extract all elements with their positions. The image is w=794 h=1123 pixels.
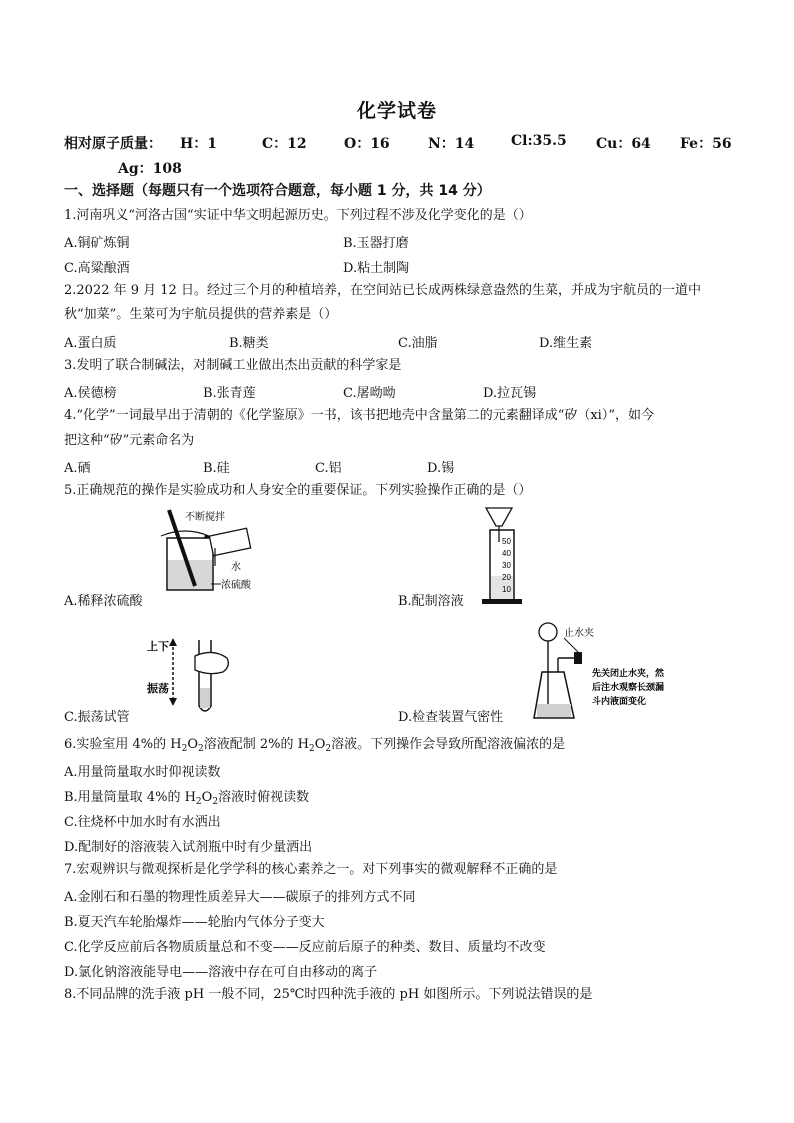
shaking-test-tube-figure [143, 636, 238, 722]
q4-option-d: D.锡 [427, 461, 455, 476]
q6-option-b-sub-1: 2 [195, 797, 202, 807]
q7-option-b: B.夏天汽车轮胎爆炸——轮胎内气体分子变大 [64, 915, 325, 930]
cylinder-tick-40: 40 [502, 549, 511, 558]
q2-option-c: C.油脂 [398, 336, 438, 351]
q3-option-c: C.屠呦呦 [343, 386, 396, 401]
q6-stem-mid: O [187, 737, 199, 752]
q6-option-b-prefix: B.用量筒量取 4%的 H [64, 790, 196, 805]
atomic-mass-cl: Cl:35.5 [511, 133, 567, 149]
q5-option-d: D.检查装置气密性 [398, 710, 504, 725]
atomic-mass-n: N：14 [428, 136, 475, 152]
q6-stem-suffix: 溶液。下列操作会导致所配溶液偏浓的是 [331, 737, 566, 752]
q6-option-b [64, 786, 309, 805]
q7-option-d: D.氯化钠溶液能导电——溶液中存在可自由移动的离子 [64, 965, 378, 980]
q1-option-b: B.玉器打磨 [343, 236, 409, 251]
atomic-mass-cu: Cu：64 [596, 136, 651, 152]
q2-option-a: A.蛋白质 [64, 336, 117, 351]
q4-option-b: B.硅 [203, 461, 230, 476]
cylinder-tick-30: 30 [502, 561, 511, 570]
q3-option-a: A.侯德榜 [64, 386, 117, 401]
atomic-mass-ag: Ag：108 [118, 161, 182, 177]
q1-option-a: A.铜矿炼铜 [64, 236, 130, 251]
fig-a-stir-label: 不断搅拌 [185, 512, 225, 523]
q1-option-d: D.粘土制陶 [343, 261, 410, 276]
q5-stem: 5.正确规范的操作是实验成功和人身安全的重要保证。下列实验操作正确的是（） [64, 483, 532, 498]
graduated-cylinder-figure [478, 506, 528, 608]
q4-option-c: C.铝 [315, 461, 342, 476]
q6-stem [64, 736, 565, 754]
fig-d-clamp-label: 止水夹 [564, 628, 594, 639]
fig-c-shake-label: 振荡 [147, 683, 169, 695]
q6-option-b-suffix: 溶液时俯视读数 [218, 790, 310, 805]
q6-stem-mid3: O [314, 737, 326, 752]
q6-option-b-o: O [201, 790, 213, 805]
q5-option-c: C.振荡试管 [64, 710, 130, 725]
q2-option-d: D.维生素 [539, 336, 593, 351]
q6-option-b-sub-2: 2 [212, 797, 219, 807]
q4-option-a: A.硒 [64, 461, 91, 476]
cylinder-tick-50: 50 [502, 537, 511, 546]
q1-stem: 1.河南巩义“河洛古国“实证中华文明起源历史。下列过程不涉及化学变化的是（） [64, 208, 532, 223]
atomic-mass-c: C：12 [262, 136, 307, 152]
fig-d-note-line3: 斗内液面变化 [592, 696, 647, 706]
fig-c-updown-label: 上下 [147, 641, 169, 653]
q6-option-a: A.用量筒量取水时仰视读数 [64, 765, 221, 780]
cylinder-tick-20: 20 [502, 573, 511, 582]
q2-stem-line1: 2.2022 年 9 月 12 日。经过三个月的种植培养，在空间站已长成两株绿意盎然的生菜，并成为宇航员的一道中 [64, 283, 701, 298]
q8-stem: 8.不同品牌的洗手液 pH 一般不同，25℃时四种洗手液的 pH 如图所示。下列说法错误的是 [64, 987, 593, 1002]
atomic-mass-fe: Fe：56 [680, 136, 732, 152]
diluting-acid-figure [155, 508, 275, 598]
q6-sub-2: 2 [198, 744, 204, 754]
q4-stem-line1: 4.“化学”一词最早出于清朝的《化学鉴原》一书，该书把地壳中含量第二的元素翻译成“矽（xi）”，如今 [64, 408, 654, 423]
q7-option-c: C.化学反应前后各物质质量总和不变——反应前后原子的种类、数目、质量均不改变 [64, 940, 546, 955]
q1-option-c: C.高粱酿酒 [64, 261, 130, 276]
page-title: 化学试卷 [356, 100, 437, 122]
q4-stem-line2: 把这种“矽”元素命名为 [64, 433, 195, 448]
q3-stem: 3.发明了联合制碱法，对制碱工业做出杰出贡献的科学家是 [64, 358, 402, 373]
q6-sub-1: 2 [181, 744, 188, 754]
q5-option-a: A.稀释浓硫酸 [64, 594, 143, 609]
atomic-mass-h: H：1 [180, 136, 217, 152]
q6-option-c: C.往烧杯中加水时有水洒出 [64, 815, 221, 830]
q6-sub-4: 2 [325, 744, 332, 754]
q2-option-b: B.糖类 [229, 336, 269, 351]
q6-sub-3: 2 [309, 744, 315, 754]
q3-option-b: B.张青莲 [203, 386, 256, 401]
q5-option-b: B.配制溶液 [398, 594, 464, 609]
airtightness-figure [530, 618, 690, 722]
q6-option-d: D.配制好的溶液装入试剂瓶中时有少量洒出 [64, 840, 313, 855]
q3-option-d: D.拉瓦锡 [483, 386, 537, 401]
q2-stem-line2: 秋“加菜”。生菜可为宇航员提供的营养素是（） [64, 307, 338, 322]
fig-a-water-label: 水 [231, 562, 241, 573]
q6-stem-prefix: 6.实验室用 4%的 H [64, 737, 182, 752]
q7-option-a: A.金刚石和石墨的物理性质差异大——碳原子的排列方式不同 [64, 890, 416, 905]
fig-a-acid-label: 浓硫酸 [221, 580, 251, 591]
fig-d-note-line1: 先关闭止水夹，然 [592, 668, 665, 678]
section-heading: 一、选择题（每题只有一个选项符合题意，每小题 1 分，共 14 分） [64, 183, 491, 199]
fig-d-note-line2: 后注水观察长颈漏 [592, 682, 665, 692]
atomic-mass-label: 相对原子质量： [64, 136, 162, 152]
q7-stem: 7.宏观辨识与微观探析是化学学科的核心素养之一。对下列事实的微观解释不正确的是 [64, 862, 558, 877]
atomic-mass-o: O：16 [344, 136, 390, 152]
cylinder-tick-10: 10 [502, 585, 511, 594]
q6-stem-mid2: 溶液配制 2%的 H [203, 737, 310, 752]
